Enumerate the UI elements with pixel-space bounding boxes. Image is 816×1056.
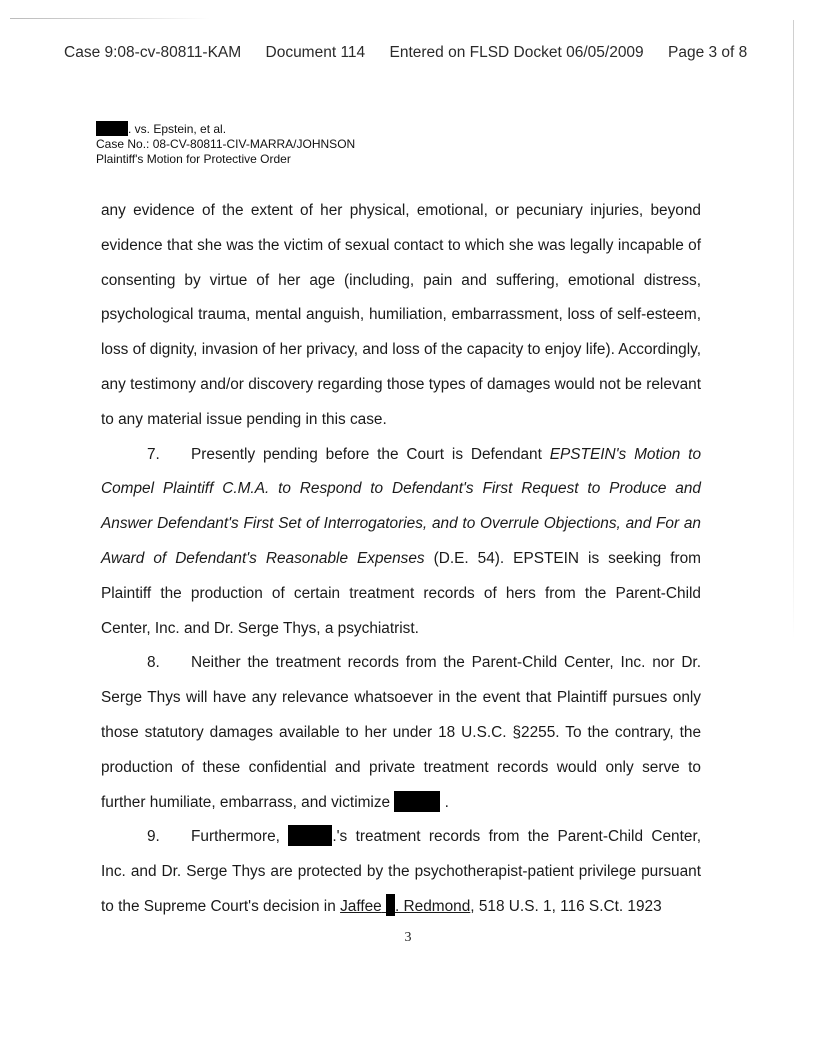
caption-title: Plaintiff's Motion for Protective Order [96, 152, 291, 166]
scan-artifact-line [10, 18, 210, 19]
redaction-box [288, 825, 332, 846]
paragraph-number: 7. [147, 445, 160, 463]
caption-case-no: Case No.: 08-CV-80811-CIV-MARRA/JOHNSON [96, 137, 356, 151]
case-caption [96, 121, 355, 167]
paragraph-7: 7. Presently pending before the Court is Defendant EPSTEIN's Motion to Compel Plaintiff C.M.A. to Respond to Defendant's First Request to Produce and Answer Defendant's First Set of Interrogatories, and to Overrule Objections, and For an Award of Defendant's Reasonable Expenses (D.E. 54). EPSTEIN is seeking from Plaintiff the production of certain treatment records of hers from the Parent-Child Center, Inc. and Dr. Serge Thys, a psychiatrist. [101, 438, 701, 647]
redaction-box [386, 894, 395, 916]
redaction-box [96, 121, 128, 136]
paragraph-9: 9. Furthermore, .'s treatment records from the Parent-Child Center, Inc. and Dr. Serge Thys are protected by the psychotherapist-patient privilege pursuant to the Supreme Court's decision in Jaffee . Redmond, 518 U.S. 1, 116 S.Ct. 1923 [101, 820, 701, 924]
page-indicator: Page 3 of 8 [668, 44, 748, 61]
docket-entry-date: Entered on FLSD Docket 06/05/2009 [389, 44, 644, 61]
motion-title: EPSTEIN's Motion to Compel Plaintiff C.M.A. to Respond to Defendant's First Request to Produce and Answer Defendant's First Set of Interrogatories, and to Overrule Objections, and For an Award of Defendant's Reasonable Expenses [101, 445, 702, 567]
caption-parties-text: . vs. Epstein, et al. [128, 122, 227, 136]
case-citation: Jaffee . Redmond [340, 898, 470, 915]
paragraph-continued: any evidence of the extent of her physical, emotional, or pecuniary injuries, beyond evidence that she was the victim of sexual contact to which she was legally incapable of consenting by virtue of her age (including, pain and suffering, emotional distress, psychological trauma, mental anguish, humiliation, embarrassment, loss of self-esteem, loss of dignity, invasion of her privacy, and loss of the capacity to enjoy life). Accordingly, any testimony and/or discovery regarding those types of damages would not be relevant to any material issue pending in this case. [101, 202, 701, 428]
page-number: 3 [404, 930, 412, 945]
docket-header [64, 44, 754, 62]
caption-parties [96, 121, 355, 137]
document-number: Document 114 [265, 44, 366, 61]
case-number: Case 9:08-cv-80811-KAM [64, 44, 242, 61]
paragraph-number: 9. [147, 828, 160, 846]
document-body [101, 194, 701, 925]
paragraph-number: 8. [147, 654, 160, 672]
scan-artifact-border [793, 20, 794, 640]
paragraph-8: 8. Neither the treatment records from the Parent-Child Center, Inc. nor Dr. Serge Thys will have any relevance whatsoever in the event that Plaintiff pursues only those statutory damages available to her under 18 U.S.C. §2255. To the contrary, the production of these confidential and private treatment records would only serve to further humiliate, embarrass, and victimize . [101, 646, 701, 820]
redaction-box [394, 791, 440, 812]
